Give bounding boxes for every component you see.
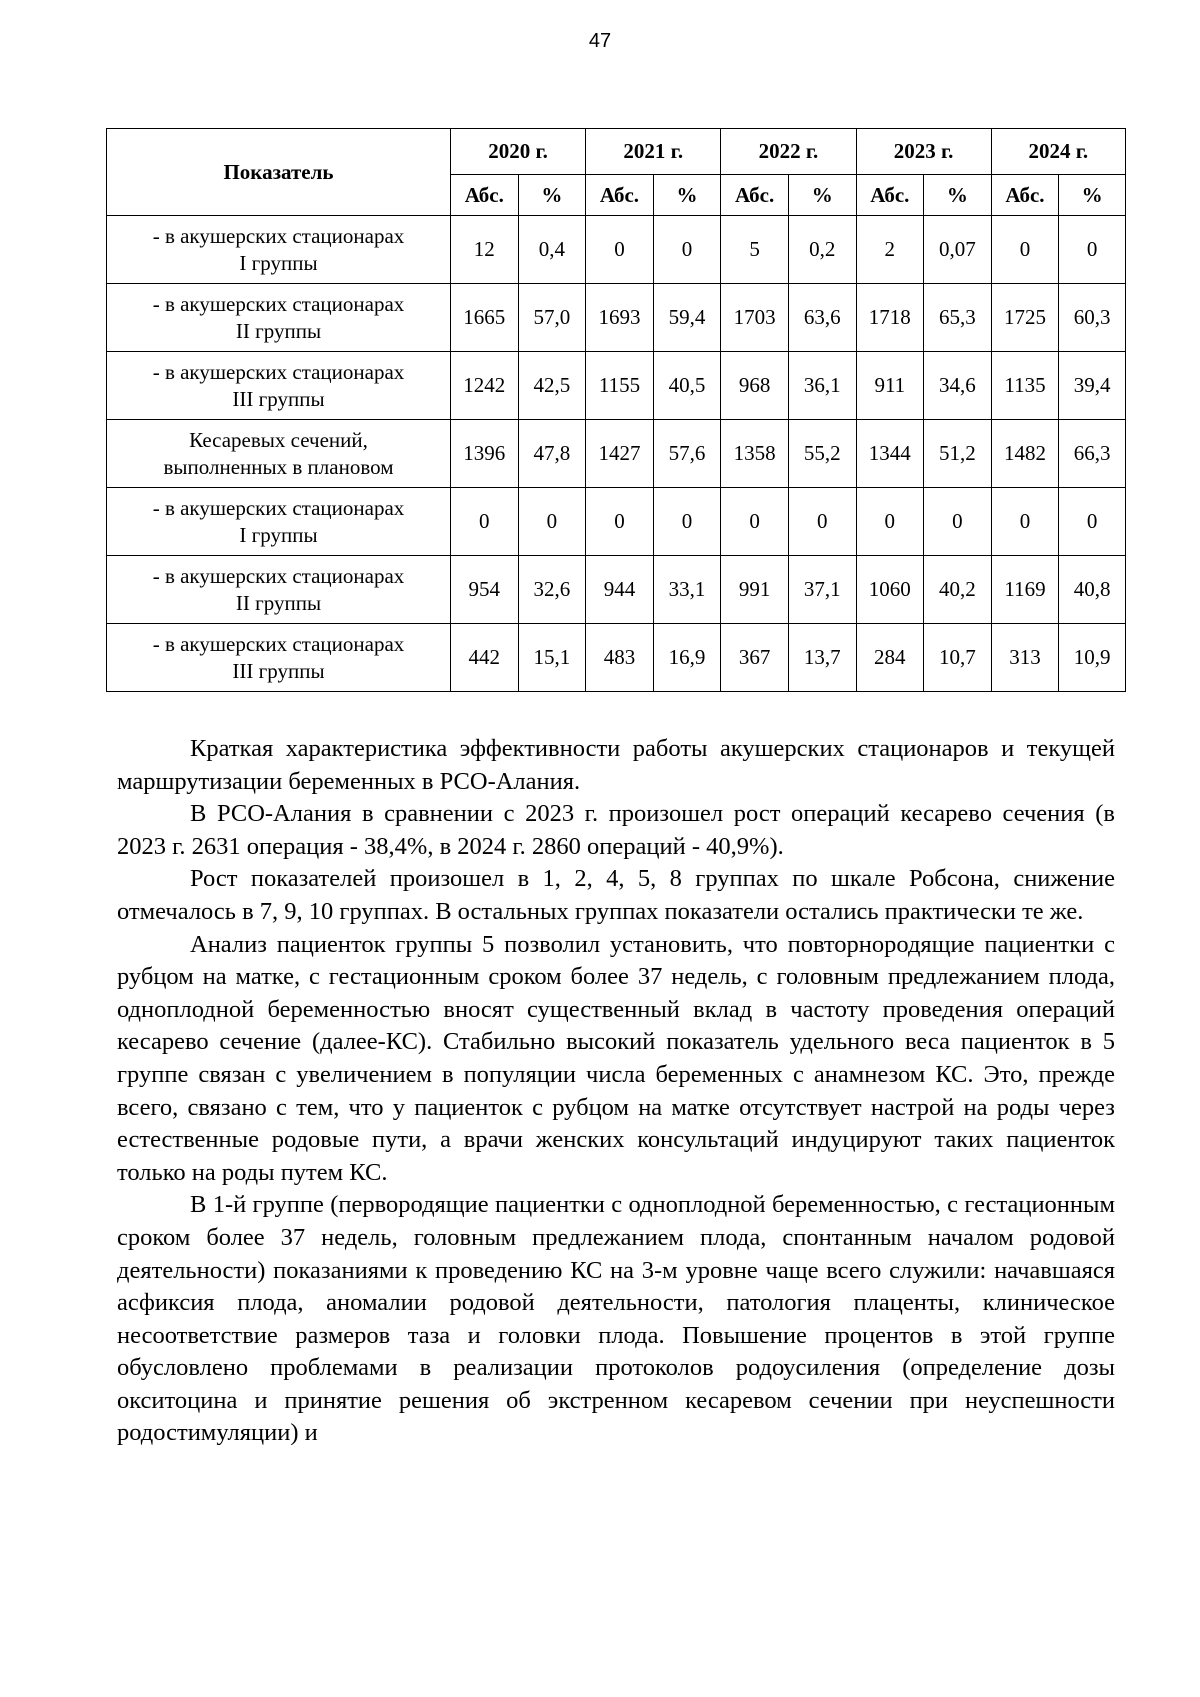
year-header: 2021 г.	[586, 129, 721, 175]
table-cell: 0	[856, 488, 924, 556]
table-cell: 1703	[721, 284, 789, 352]
table-row	[107, 420, 1126, 488]
row-label: - в акушерских стационарах I группы	[107, 488, 451, 556]
table-header-row	[107, 129, 1126, 175]
page-number: 47	[588, 30, 612, 52]
table-cell: 1427	[586, 420, 654, 488]
table-cell: 63,6	[788, 284, 856, 352]
table-cell: 1135	[991, 352, 1059, 420]
table-cell: 954	[451, 556, 519, 624]
table-cell: 911	[856, 352, 924, 420]
table-cell: 968	[721, 352, 789, 420]
table-cell: 55,2	[788, 420, 856, 488]
table-cell: 0	[924, 488, 992, 556]
table-cell: 1358	[721, 420, 789, 488]
table-cell: 1169	[991, 556, 1059, 624]
abs-header: Абс.	[856, 175, 924, 216]
pct-header: %	[653, 175, 721, 216]
pct-header: %	[518, 175, 586, 216]
table-cell: 33,1	[653, 556, 721, 624]
paragraph: В 1-й группе (первородящие пациентки с одноплодной беременностью, с гестационным сроком более 37 недель, головным предлежанием плода, спонтанным началом родовой деятельности) показаниями к проведению КС на 3-м уровне чаще всего служили: начавшаяся асфиксия плода, аномалии родовой деятельности, патология плаценты, клиническое несоответствие размеров таза и головки плода. Повышение процентов в этой группе обусловлено проблемами в реализации протоколов родоусиления (определение дозы окситоцина и принятие решения об экстренном кесаревом сечении при неуспешности родостимуляции) и	[117, 1191, 1115, 1447]
paragraph: В РСО-Алания в сравнении с 2023 г. произошел рост операций кесарево сечения (в 2023 г. 2631 операция - 38,4%, в 2024 г. 2860 операций - 40,9%).	[117, 800, 1115, 860]
table-cell: 1344	[856, 420, 924, 488]
pct-header: %	[788, 175, 856, 216]
table-row	[107, 556, 1126, 624]
table-cell: 0	[518, 488, 586, 556]
table-cell: 0,2	[788, 216, 856, 284]
row-label: - в акушерских стационарах II группы	[107, 284, 451, 352]
table-cell: 32,6	[518, 556, 586, 624]
table-cell: 39,4	[1059, 352, 1126, 420]
table-cell: 1718	[856, 284, 924, 352]
table-row	[107, 284, 1126, 352]
table-cell: 367	[721, 624, 789, 692]
year-header: 2024 г.	[991, 129, 1125, 175]
table-cell: 13,7	[788, 624, 856, 692]
table-cell: 16,9	[653, 624, 721, 692]
table-cell: 65,3	[924, 284, 992, 352]
table-cell: 1060	[856, 556, 924, 624]
table-cell: 40,2	[924, 556, 992, 624]
table-cell: 12	[451, 216, 519, 284]
table-cell: 0	[1059, 216, 1126, 284]
table-cell: 0	[586, 488, 654, 556]
table-cell: 0	[653, 488, 721, 556]
table-row	[107, 488, 1126, 556]
table-cell: 59,4	[653, 284, 721, 352]
row-label: Кесаревых сечений, выполненных в плановом	[107, 420, 451, 488]
year-header: 2022 г.	[721, 129, 856, 175]
table-cell: 37,1	[788, 556, 856, 624]
table-cell: 944	[586, 556, 654, 624]
table-cell: 57,0	[518, 284, 586, 352]
table-cell: 284	[856, 624, 924, 692]
table-cell: 10,7	[924, 624, 992, 692]
table-cell: 1665	[451, 284, 519, 352]
abs-header: Абс.	[721, 175, 789, 216]
pct-header: %	[1059, 175, 1126, 216]
table-cell: 10,9	[1059, 624, 1126, 692]
abs-header: Абс.	[586, 175, 654, 216]
table-cell: 1693	[586, 284, 654, 352]
table-cell: 0	[788, 488, 856, 556]
table-cell: 47,8	[518, 420, 586, 488]
table-cell: 1725	[991, 284, 1059, 352]
row-label: - в акушерских стационарах III группы	[107, 624, 451, 692]
paragraph: Краткая характеристика эффективности работы акушерских стационаров и текущей маршрутизации беременных в РСО-Алания.	[117, 735, 1115, 795]
table-cell: 57,6	[653, 420, 721, 488]
row-label: - в акушерских стационарах II группы	[107, 556, 451, 624]
table-cell: 66,3	[1059, 420, 1126, 488]
table-row	[107, 352, 1126, 420]
row-label: - в акушерских стационарах III группы	[107, 352, 451, 420]
table-cell: 0	[721, 488, 789, 556]
table-cell: 40,5	[653, 352, 721, 420]
table-row	[107, 216, 1126, 284]
table-cell: 991	[721, 556, 789, 624]
table-cell: 0	[653, 216, 721, 284]
table-row	[107, 624, 1126, 692]
body-text	[117, 733, 1115, 1450]
pct-header: %	[924, 175, 992, 216]
table-cell: 36,1	[788, 352, 856, 420]
table-cell: 15,1	[518, 624, 586, 692]
table-cell: 60,3	[1059, 284, 1126, 352]
table-cell: 0	[1059, 488, 1126, 556]
table-cell: 0,07	[924, 216, 992, 284]
table-cell: 1396	[451, 420, 519, 488]
table-cell: 442	[451, 624, 519, 692]
statistics-table	[106, 128, 1126, 692]
table-cell: 0	[991, 488, 1059, 556]
table-cell: 42,5	[518, 352, 586, 420]
year-header: 2023 г.	[856, 129, 991, 175]
table-cell: 0	[991, 216, 1059, 284]
table-cell: 1482	[991, 420, 1059, 488]
table-cell: 2	[856, 216, 924, 284]
paragraph: Анализ пациенток группы 5 позволил установить, что повторнородящие пациентки с рубцом на матке, с гестационным сроком более 37 недель, с головным предлежанием плода, одноплодной беременностью вносят существенный вклад в частоту проведения операций кесарево сечение (далее-КС). Стабильно высокий показатель удельного веса пациенток в 5 группе связан с увеличением в популяции числа беременных с анамнезом КС. Это, прежде всего, связано с тем, что у пациенток с рубцом на матке отсутствует настрой на роды через естественные родовые пути, а врачи женских консультаций индуцируют таких пациенток только на роды путем КС.	[117, 930, 1115, 1186]
abs-header: Абс.	[451, 175, 519, 216]
table-cell: 483	[586, 624, 654, 692]
table-cell: 313	[991, 624, 1059, 692]
paragraph: Рост показателей произошел в 1, 2, 4, 5, 8 группах по шкале Робсона, снижение отмечалось в 7, 9, 10 группах. В остальных группах показатели остались практически те же.	[117, 865, 1115, 925]
table-cell: 0	[586, 216, 654, 284]
indicator-header: Показатель	[107, 129, 451, 216]
table-cell: 5	[721, 216, 789, 284]
year-header: 2020 г.	[451, 129, 586, 175]
abs-header: Абс.	[991, 175, 1059, 216]
table-cell: 1242	[451, 352, 519, 420]
table-cell: 34,6	[924, 352, 992, 420]
table-cell: 51,2	[924, 420, 992, 488]
row-label: - в акушерских стационарах I группы	[107, 216, 451, 284]
table-cell: 0,4	[518, 216, 586, 284]
table-cell: 0	[451, 488, 519, 556]
table-cell: 40,8	[1059, 556, 1126, 624]
table-cell: 1155	[586, 352, 654, 420]
